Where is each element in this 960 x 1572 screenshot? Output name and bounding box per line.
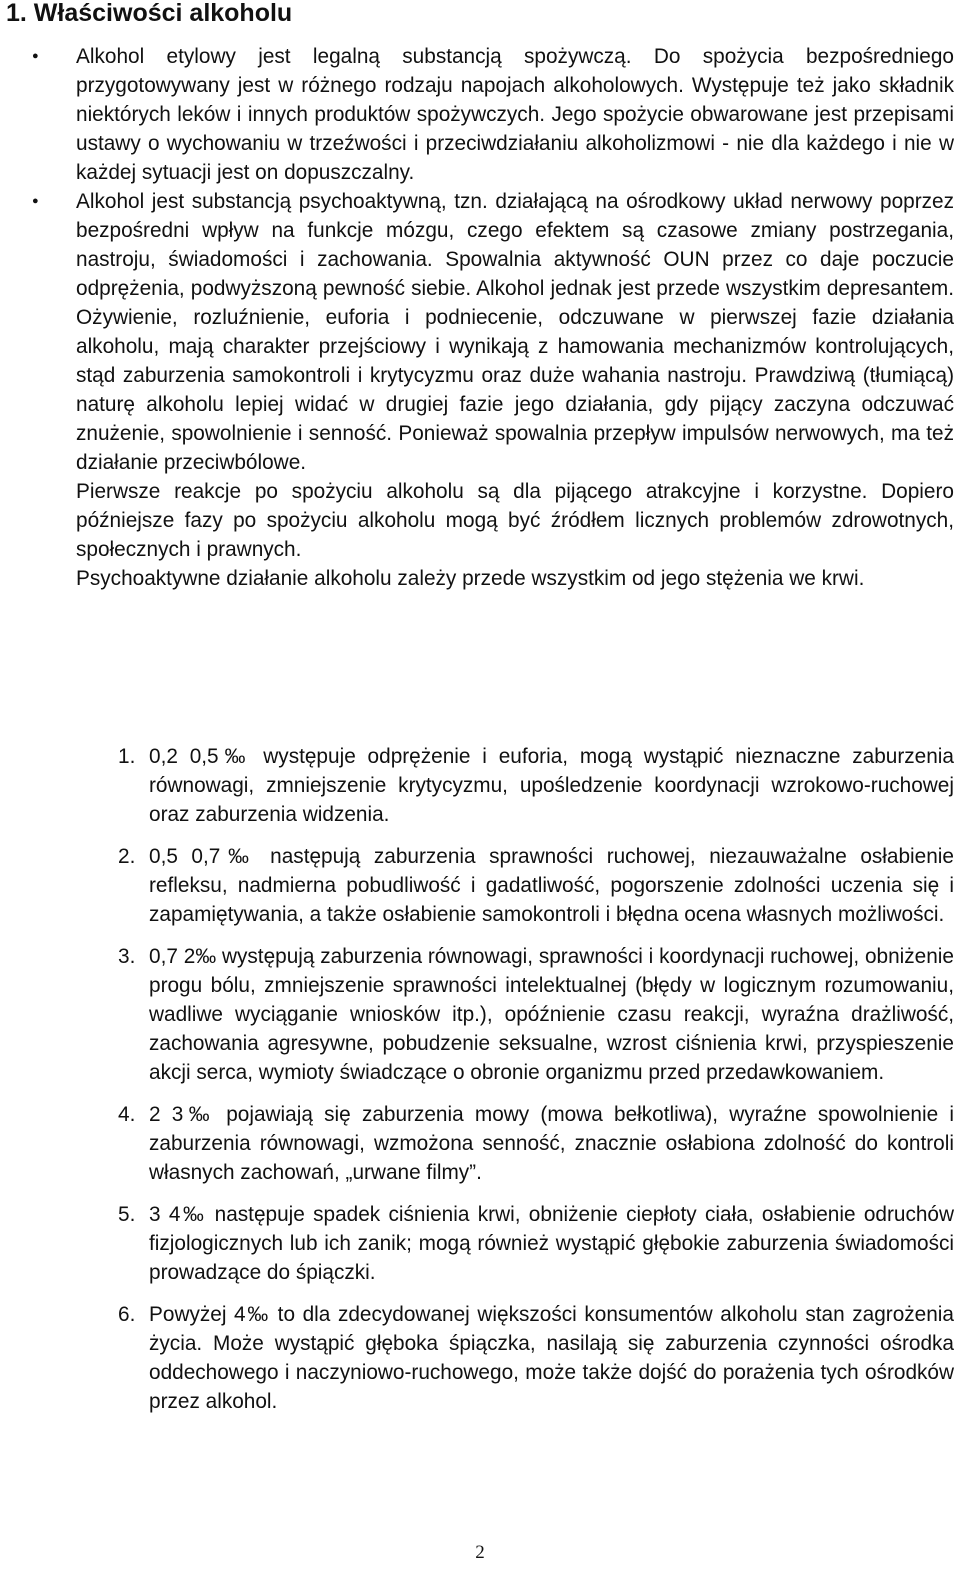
numbered-list — [76, 742, 954, 1429]
paragraph: Psychoaktywne działanie alkoholu zależy przede wszystkim od jego stężenia we krwi. — [76, 567, 865, 590]
bullet-icon: ● — [32, 50, 39, 62]
bullet-item — [32, 187, 954, 593]
list-number: 2. — [118, 845, 136, 868]
list-item-text: 3 4‰ następuje spadek ciśnienia krwi, obniżenie ciepłoty ciała, osłabienie odruchów fizjologicznych lub ich zanik; mogą również wystąpić głębokie zaburzenia świadomości prowadzące do śpiączki. — [149, 1203, 954, 1284]
list-number: 6. — [118, 1303, 136, 1326]
list-item — [76, 842, 954, 929]
list-number: 1. — [118, 745, 136, 768]
paragraph: Pierwsze reakcje po spożyciu alkoholu są dla pijącego atrakcyjne i korzystne. Dopiero późniejsze fazy po spożyciu alkoholu mogą być źródłem licznych problemów zdrowotnych, społecznych i prawnych. — [76, 480, 954, 561]
list-item — [76, 1200, 954, 1287]
paragraph: Alkohol jest substancją psychoaktywną, tzn. działającą na ośrodkowy układ nerwowy poprzez bezpośredni wpływ na funkcje mózgu, czego efektem są czasowe zmiany postrzegania, nastroju, świadomości i zachowania. Spowalnia aktywność OUN przez co daje poczucie odprężenia, podwyższoną pewność siebie. Alkohol jednak jest przede wszystkim depresantem. Ożywienie, rozluźnienie, euforia i podniecenie, odczuwane w pierwszej fazie działania alkoholu, mają charakter przejściowy i wynikają z hamowania mechanizmów kontrolujących, stąd zaburzenia samokontroli i krytycyzmu oraz duże wahania nastroju. Prawdziwą (tłumiącą) naturę alkoholu lepiej widać w drugiej fazie jego działania, gdy pijący zaczyna odczuwać znużenie, spowolnienie i senność. Ponieważ spowalnia przepływ impulsów nerwowych, ma też działanie przeciwbólowe. — [76, 190, 954, 474]
list-item-text: 2 3‰ pojawiają się zaburzenia mowy (mowa bełkotliwa), wyraźne spowolnienie i zaburzenia równowagi, wzmożona senność, znacznie osłabiona zdolność do kontroli własnych zachowań, „urwane filmy”. — [149, 1103, 954, 1184]
list-number: 4. — [118, 1103, 136, 1126]
paragraph: Alkohol etylowy jest legalną substancją spożywczą. Do spożycia bezpośredniego przygotowywany jest w różnego rodzaju napojach alkoholowych. Występuje też jako składnik niektórych leków i innych produktów spożywczych. Jego spożycie obwarowane jest przepisami ustawy o wychowaniu w trzeźwości i przeciwdziałaniu alkoholizmowi - nie dla każdego i nie w każdej sytuacji jest on dopuszczalny. — [76, 45, 954, 184]
list-item-text: 0,7 2‰ występują zaburzenia równowagi, sprawności i koordynacji ruchowej, obniżenie progu bólu, zmniejszenie sprawności intelektualnej (błędy w logicznym rozumowaniu, wadliwe wyciąganie wniosków itp.), opóźnienie czasu reakcji, wyraźna drażliwość, zachowania agresywne, pobudzenie seksualne, wzrost ciśnienia krwi, przyspieszenie akcji serca, wymioty świadczące o obronie organizmu przed przedawkowaniem. — [149, 945, 954, 1084]
list-item — [76, 942, 954, 1087]
list-item — [76, 1300, 954, 1416]
list-item — [76, 1100, 954, 1187]
list-item-text: 0,5 0,7‰ następują zaburzenia sprawności ruchowej, niezauważalne osłabienie refleksu, nadmierna pobudliwość i gadatliwość, pogorszenie zdolności uczenia się i zapamiętywania, a także osłabienie samokontroli i błędna ocena własnych możliwości. — [149, 845, 954, 926]
bullet-item — [32, 42, 954, 187]
list-number: 3. — [118, 945, 136, 968]
section-heading: 1. Właściwości alkoholu — [6, 0, 293, 27]
bullet-list — [32, 42, 954, 593]
page-number: 2 — [475, 1542, 485, 1563]
list-item-text: Powyżej 4‰ to dla zdecydowanej większości konsumentów alkoholu stan zagrożenia życia. Może wystąpić głęboka śpiączka, nasilają się zaburzenia czynności ośrodka oddechowego i naczyniowo-ruchowego, może także dojść do porażenia tych ośrodków przez alkohol. — [149, 1303, 954, 1413]
bullet-icon: ● — [32, 195, 39, 207]
list-item-text: 0,2 0,5‰ występuje odprężenie i euforia, mogą wystąpić nieznaczne zaburzenia równowagi, zmniejszenie krytycyzmu, upośledzenie koordynacji wzrokowo-ruchowej oraz zaburzenia widzenia. — [149, 745, 954, 826]
list-item — [76, 742, 954, 829]
list-number: 5. — [118, 1203, 136, 1226]
